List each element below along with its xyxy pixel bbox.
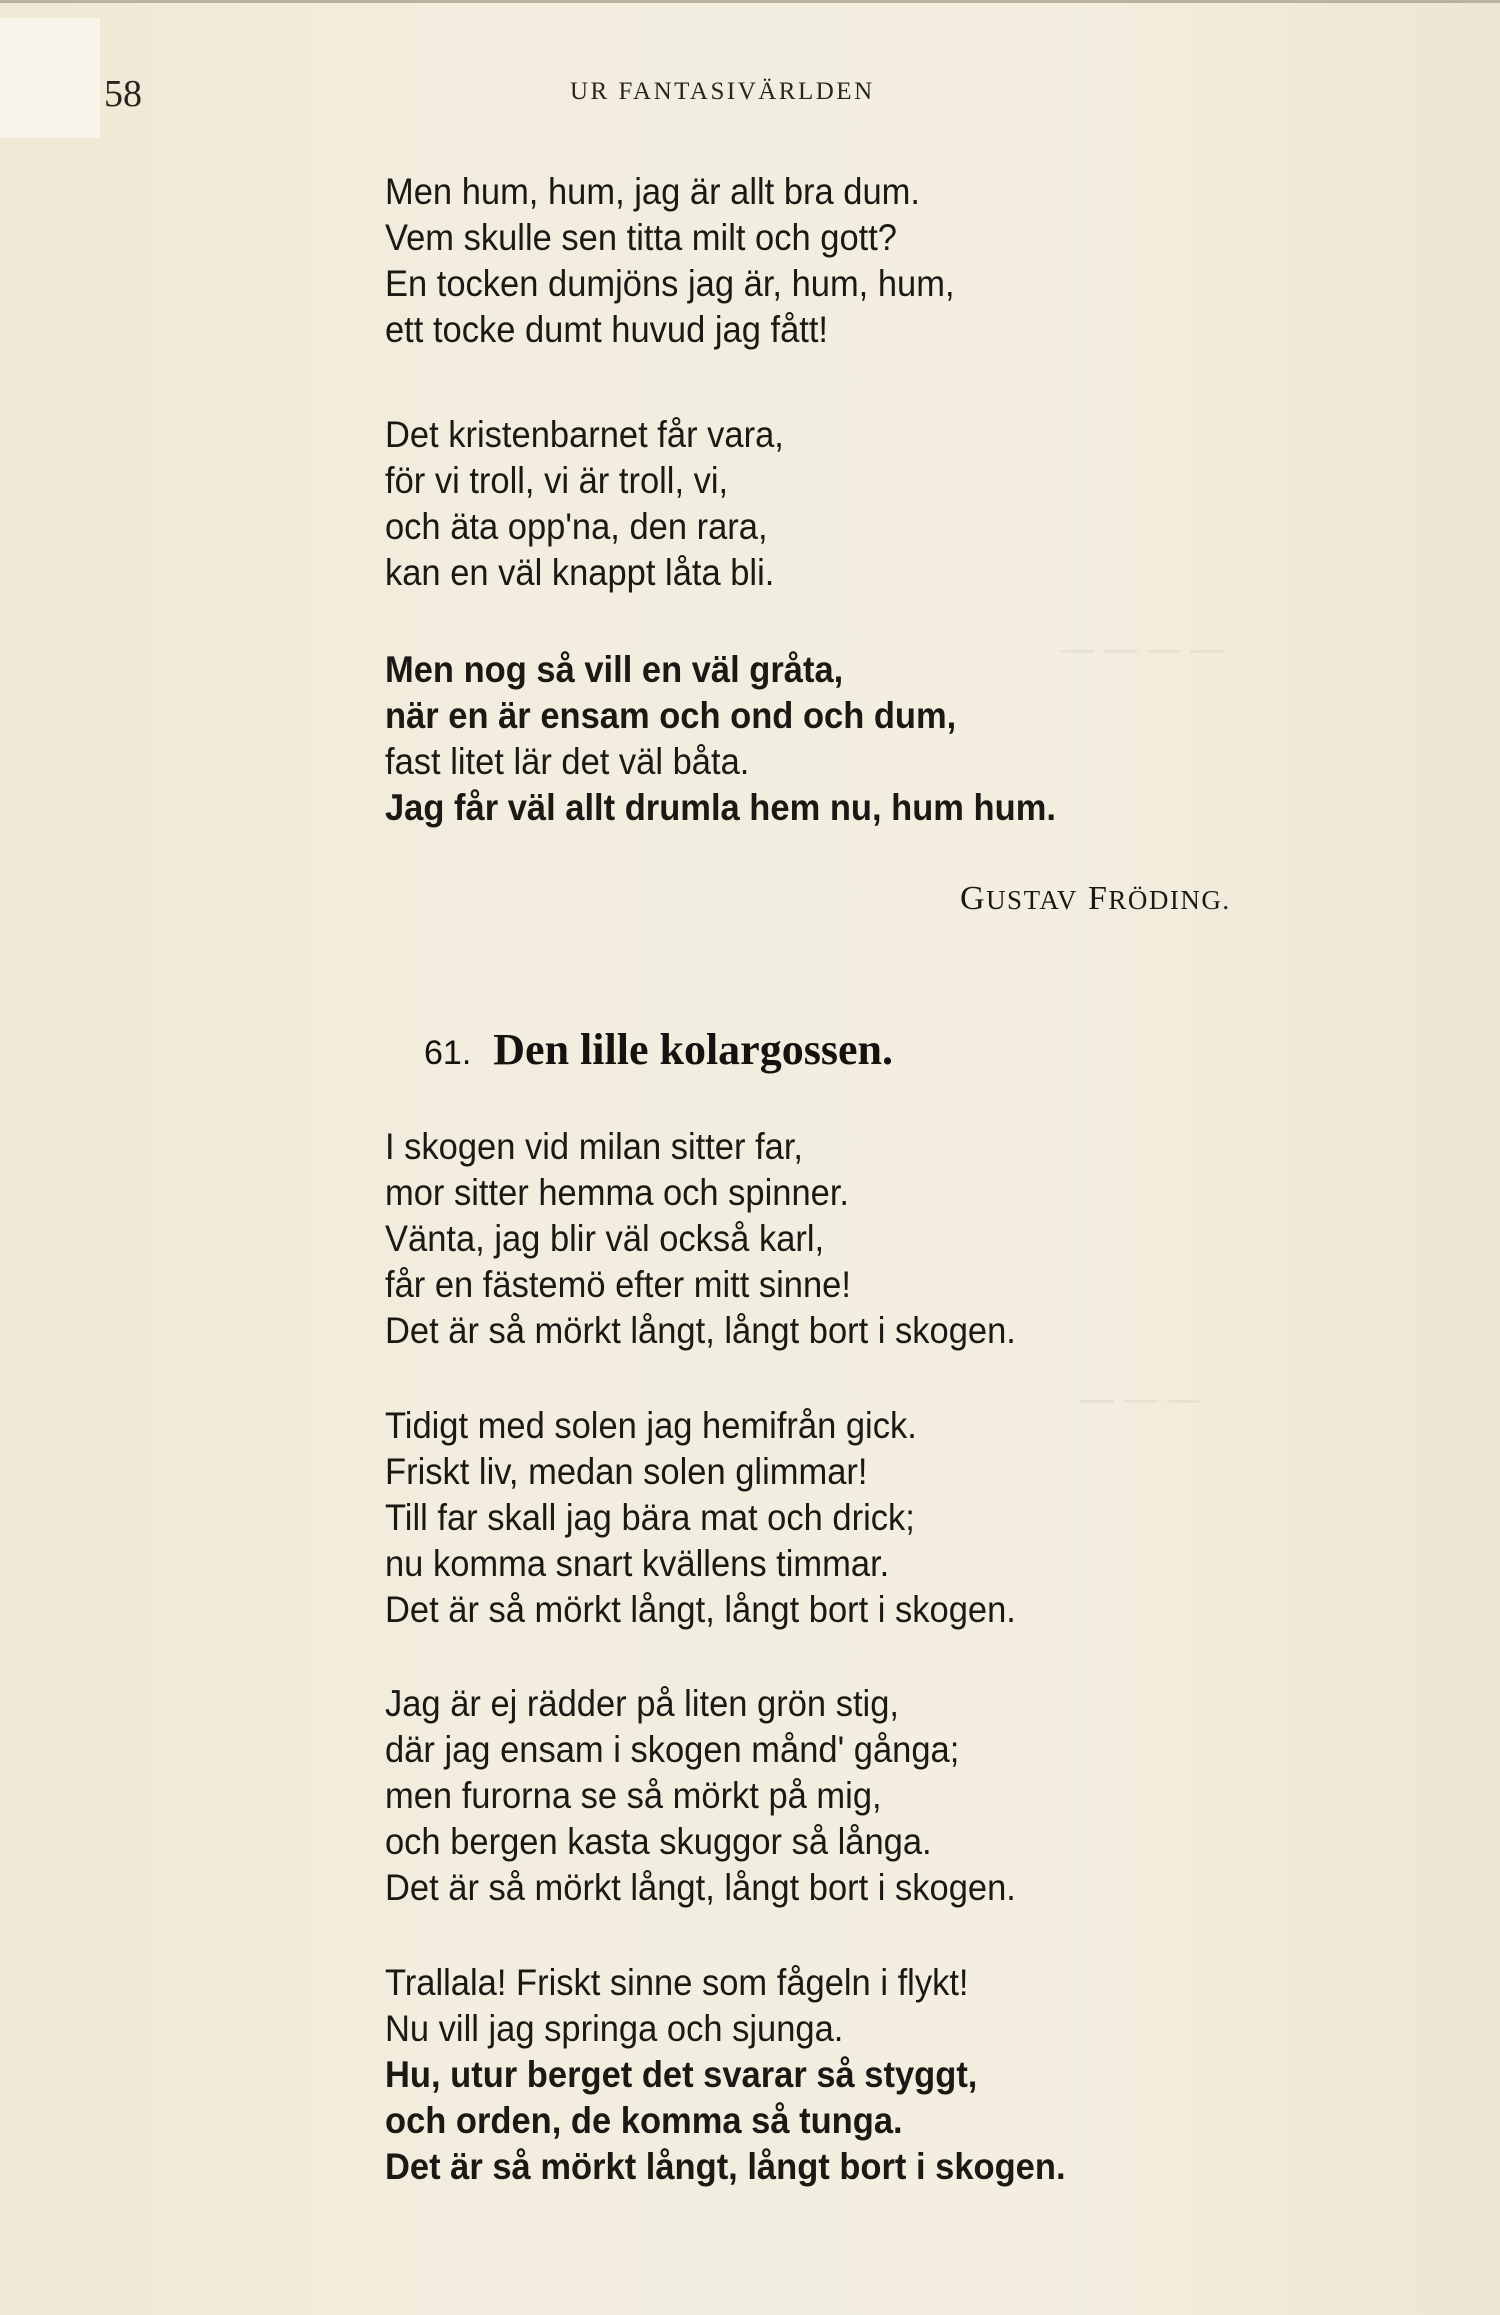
bleed-through-text: — — — — — [1060, 630, 1225, 668]
poem-line: Hu, utur berget det svarar så styggt, — [385, 2053, 978, 2095]
poem-line: Vänta, jag blir väl också karl, — [385, 1217, 825, 1259]
author-initial: F — [1087, 880, 1109, 917]
poem-line: I skogen vid milan sitter far, — [385, 1125, 804, 1167]
page-margin-strip — [0, 18, 100, 138]
poem-line: men furorna se så mörkt på mig, — [385, 1774, 882, 1816]
running-head: UR FANTASIVÄRLDEN — [570, 78, 875, 105]
poem-line: Det kristenbarnet får vara, — [385, 413, 784, 455]
poem-line: och bergen kasta skuggor så långa. — [385, 1820, 932, 1862]
poem-line: fast litet lär det väl båta. — [385, 740, 750, 782]
poem-line: Friskt liv, medan solen glimmar! — [385, 1450, 868, 1492]
bleed-through-text: — — — — [1080, 1380, 1201, 1418]
poem-line: Det är så mörkt långt, långt bort i skogen. — [385, 1588, 1016, 1630]
poem-number: 61. — [424, 1034, 472, 1072]
poem-line: där jag ensam i skogen månd' gånga; — [385, 1728, 960, 1770]
poem-line: Men hum, hum, jag är allt bra dum. — [385, 170, 920, 212]
author-name-part: RÖDING. — [1108, 885, 1231, 915]
poem-line: ett tocke dumt huvud jag fått! — [385, 308, 829, 350]
poem-line: Trallala! Friskt sinne som fågeln i flykt! — [385, 1961, 969, 2003]
poem-line: Det är så mörkt långt, långt bort i skogen. — [385, 1866, 1016, 1908]
poem-heading — [424, 1024, 893, 1075]
poem-line: kan en väl knappt låta bli. — [385, 551, 775, 593]
poem-line: nu komma snart kvällens timmar. — [385, 1542, 890, 1584]
poem-line: Tidigt med solen jag hemifrån gick. — [385, 1404, 917, 1446]
author-initial: G — [960, 880, 987, 917]
poem-line: Jag får väl allt drumla hem nu, hum hum. — [385, 786, 1056, 828]
poem-line: när en är ensam och ond och dum, — [385, 694, 957, 736]
page-top-edge — [0, 0, 1500, 3]
poem-line: Men nog så vill en väl gråta, — [385, 648, 844, 690]
author-name-part: USTAV — [986, 885, 1078, 915]
poem-line: Till far skall jag bära mat och drick; — [385, 1496, 915, 1538]
poem-line: Det är så mörkt långt, långt bort i skogen. — [385, 1309, 1016, 1351]
poem-line: mor sitter hemma och spinner. — [385, 1171, 850, 1213]
author-signature — [960, 880, 1231, 918]
poem-line: Jag är ej rädder på liten grön stig, — [385, 1682, 899, 1724]
poem-line: och äta opp'na, den rara, — [385, 505, 768, 547]
poem-line: En tocken dumjöns jag är, hum, hum, — [385, 262, 955, 304]
poem-line: får en fästemö efter mitt sinne! — [385, 1263, 851, 1305]
page-number: 58 — [104, 73, 142, 115]
poem-line: Det är så mörkt långt, långt bort i skogen. — [385, 2145, 1066, 2187]
poem-line: och orden, de komma så tunga. — [385, 2099, 903, 2141]
poem-line: Vem skulle sen titta milt och gott? — [385, 216, 897, 258]
poem-line: för vi troll, vi är troll, vi, — [385, 459, 729, 501]
poem-title: Den lille kolargossen. — [493, 1025, 893, 1074]
poem-line: Nu vill jag springa och sjunga. — [385, 2007, 844, 2049]
